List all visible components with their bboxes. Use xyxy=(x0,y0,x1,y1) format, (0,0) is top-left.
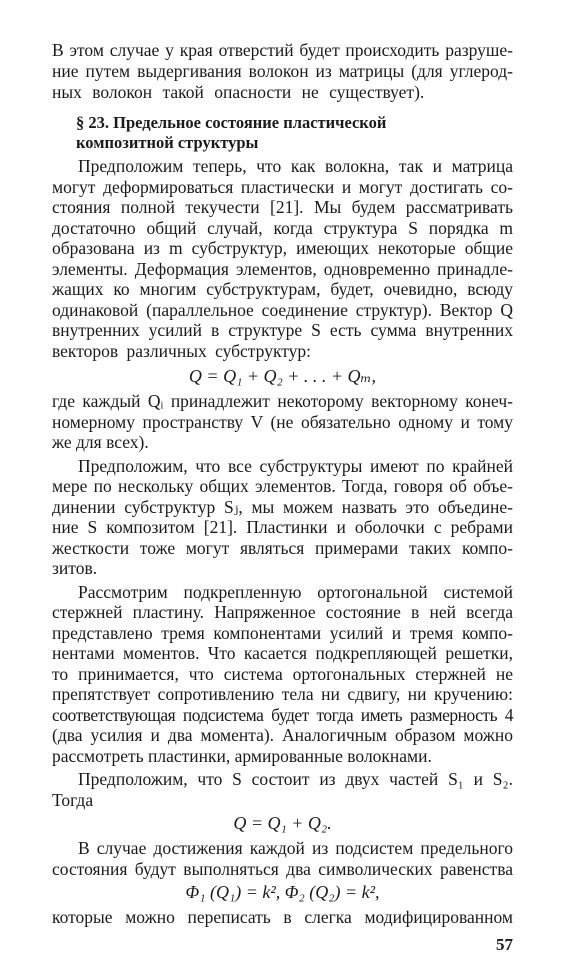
text-line: одинаковой (параллельное соединение структур). Вектор Q xyxy=(52,299,513,320)
text-line: Предположим, что все субструктуры имеют по крайней xyxy=(78,455,513,476)
text-line: нентами моментов. Что касается подкрепляющей решетки, xyxy=(52,643,513,663)
text-line: стояния полной текучести [21]. Мы будем рассматривать xyxy=(52,197,513,217)
text-line: жесткости тоже могут являться примерами таких компо- xyxy=(52,537,513,558)
text-line: динении субструктур Sⱼ, мы можем назвать это объедине- xyxy=(52,496,513,517)
text-line: образована из m субструктур, имеющих некоторые общие xyxy=(52,238,513,258)
text-line: препятствует сопротивлению тела ни сдвигу, ни кручению: xyxy=(52,684,513,704)
text-line: же для всех). xyxy=(52,432,149,452)
text-line: В случае достижения каждой из подсистем предельного xyxy=(78,838,513,858)
text-line: то принимается, что система ортогональных стержней не xyxy=(52,663,513,684)
text-line: стержней пластину. Напряженное состояние в ней всегда xyxy=(52,602,513,622)
text-line: В этом случае у края отверстий будет происходить разруше- xyxy=(52,40,513,60)
text-line: ных волокон такой опасности не существует). xyxy=(52,82,425,102)
section-heading-line: § 23. Предельное состояние пластической xyxy=(76,113,387,132)
text-line: номерному пространству V (не обязательно одному и тому xyxy=(52,411,513,432)
text-line: ние путем выдергивания волокон из матрицы (для углерод- xyxy=(52,61,513,81)
text-line: достаточно общий случай, когда структура S порядка m xyxy=(52,217,513,238)
text-line: состояния будут выполняться два символических равенства xyxy=(52,858,513,879)
equation-two-part-sum: Q = Q₁ + Q₂. xyxy=(233,813,332,833)
text-line: векторов различных субструктур: xyxy=(52,340,311,361)
text-line: ние S композитом [21]. Пластинки и оболочки с ребрами xyxy=(52,517,513,537)
text-line: мере по нескольку общих элементов. Тогда, говоря об объе- xyxy=(52,476,513,496)
text-line: которые можно переписать в слегка модифицированном xyxy=(52,907,513,927)
page-number: 57 xyxy=(496,935,513,954)
equation-limit-conditions: Φ₁ (Q₁) = k², Φ₂ (Q₂) = k², xyxy=(185,882,380,902)
text-line: где каждый Qᵢ принадлежит некоторому векторному конеч- xyxy=(52,391,513,411)
text-line: зитов. xyxy=(52,558,98,578)
text-line: жащих ко многим субструктурам, будет, очевидно, всюду xyxy=(52,279,513,299)
equation-vector-sum: Q = Q₁ + Q₂ + . . . + Qₘ, xyxy=(188,366,377,386)
text-line: Предположим теперь, что как волокна, так и матрица xyxy=(78,156,513,176)
text-line: элементы. Деформация элементов, одновременно принадле- xyxy=(52,258,513,279)
text-line: могут деформироваться пластически и могут достигать со- xyxy=(52,176,513,197)
text-line: соответствующая подсистема будет тогда иметь размерность 4 xyxy=(52,704,513,725)
text-line: Предположим, что S состоит из двух частей S₁ и S₂. xyxy=(78,769,513,789)
text-line: (два усилия и два момента). Аналогичным образом можно xyxy=(52,725,513,745)
text-line: Тогда xyxy=(52,789,94,810)
text-line: Рассмотрим подкрепленную ортогональной системой xyxy=(78,581,513,602)
section-heading-line: композитной структуры xyxy=(76,133,259,152)
text-line: внутренних усилий в структуре S есть сумма внутренних xyxy=(52,320,513,340)
text-line: рассмотреть пластинки, армированные волокнами. xyxy=(52,745,432,766)
text-line: представлено тремя компонентами усилий и тремя компо- xyxy=(52,622,513,643)
